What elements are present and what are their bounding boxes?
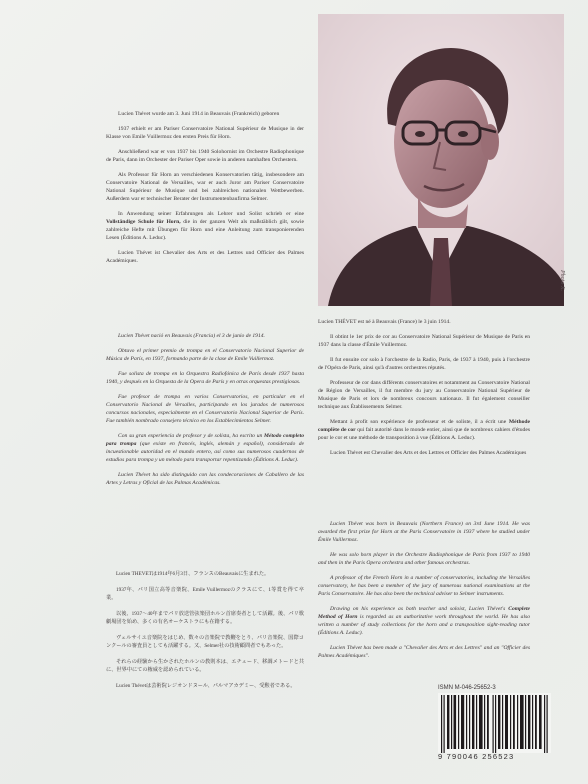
german-paragraph: 1937 erhielt er am Pariser Conservatoire National Supérieur de Musique in der Klasse von Emile Vuillermoz den ersten Preis für Horn. <box>106 126 304 140</box>
german-paragraph: In Anwendung seiner Erfahrungen als Lehrer und Solist schrieb er eine Vollständige Schule für Horn, die in der ganzen Welt als maßstäblich gilt, sowie zahlreiche Hefte mit Übungen für Horn und eine Anleitung zum transponierenden Lesen (Éditions A. Leduc). <box>106 211 304 241</box>
german-biography <box>106 110 304 272</box>
english-paragraph: Drawing on his experience as both teacher and soloist, Lucien Thévet's Complete Method of Horn is regarded as an authoritative work throughout the world. He has also written a number of study collections for the horn and a transposition sight-reading tutor (Éditions A. Leduc). <box>318 606 530 636</box>
japanese-biography <box>106 570 304 698</box>
french-intro: Lucien THÉVET est né à Beauvais (France) le 3 juin 1914. <box>318 319 451 325</box>
german-paragraph: Lucien Thévet wurde am 3. Juni 1914 in Beauvais (Frankreich) geboren <box>118 111 280 117</box>
french-paragraph: Lucien Thévet est Chevalier des Arts et des Lettres et Officier des Palmes Académiques <box>330 450 527 456</box>
spanish-paragraph: Con su gran experiencia de profesor y de solista, ha escrito un Método completo para trompa (que existe en francés, inglés, alemán y español), considerado de incuestionable autoridad en el mundo entero, así como sus numerosos cuadernos de estudios para trompa y un método para transportar repentizando (Éditions A. Leduc). <box>106 433 304 463</box>
barcode-number: 9 790046 256523 <box>438 752 515 761</box>
french-paragraph: Il fut ensuite cor solo à l'orchestre de la Radio, Paris, de 1937 à 1940, puis à l'orchestre de l'Opéra de Paris, ainsi qu'à d'autres orchestres réputés. <box>318 357 530 371</box>
spanish-paragraph: Fue solista de trompa en la Orquestra Radiofónica de París desde 1937 hasta 1940, y después en la Orquesta de la Opera de París y en otras orquestas prestigiosas. <box>106 371 304 385</box>
spanish-paragraph: Obtuvo el primer premio de trompa en el Conservatorio Nacional Superior de Música de París, en 1937, formando parte de la clase de Emile Vuillermoz. <box>106 348 304 362</box>
japanese-paragraph: Lucien THEVETは1914年6月3日、フランスのBeauvaisに生まれた。 <box>116 571 270 577</box>
method-title: Vollständige Schule für Horn, <box>106 219 181 225</box>
method-title: Método completo para trompa <box>106 433 304 447</box>
french-paragraph: Mettant à profit son expérience de professeur et de soliste, il a écrit une Méthode complète de cor qui fait autorité dans le monde entier, ainsi que de nombreux cahiers d'études pour le cor et une méthode de transposition à vue (Éditions A. Leduc). <box>318 419 530 441</box>
spanish-paragraph: Lucien Thévet ha sido distinguido con las condecoraciones de Caballero de las Artes y Letras y Oficial de las Palmas Académicas. <box>106 472 304 486</box>
english-paragraph: A professor of the French Horn in a number of conservatories, including the Versailles conservatory, he has been a member of the jury of numerous national examinations at the Paris Conservatoire. He has also been the technical adviser to Selmer instruments. <box>318 575 530 597</box>
method-title: Méthode complète de cor <box>318 419 530 433</box>
english-paragraph: Lucien Thévet was born in Beauvais (Northern France) on 3rd June 1914. He was awarded the first prize for Horn at the Paris Conservatoire in 1937 where he studied under Émile Vuillermoz. <box>318 521 530 543</box>
japanese-paragraph: それらの経験から生かされたホルンの教則本は、エチュード、移調メトードと共に、世界中にての権威を認められている。 <box>106 659 304 673</box>
photo-credit: Photo X. <box>559 270 565 291</box>
french-paragraph: Il obtint le 1er prix de cor au Conservatoire National Supérieur de Musique de Paris en 1937 dans la classe d'Émile Vuillermoz. <box>318 334 530 348</box>
german-paragraph: Anschließend war er von 1937 bis 1940 Solohornist im Orchestre Radiophonique de Paris, dann im Orchester der Pariser Oper sowie in anderen namhaften Orchestern. <box>106 149 304 163</box>
german-paragraph: Lucien Thévet ist Chevalier des Arts et des Lettres und Officier des Palmes Académiques. <box>106 250 304 264</box>
method-title: Complete Method of Horn <box>318 606 530 620</box>
english-paragraph: Lucien Thévet has been made a "Chevalier des Arts et des Lettres" and an "Officier des Palmes Académiques". <box>318 645 530 659</box>
japanese-paragraph: ヴェルサイユ音楽院をはじめ、数々の音楽院で教鞭をとり、パリ音楽院、国際コンクールの審査員としても活躍する。又、Selmer社の技術顧問者でもあった。 <box>106 635 304 649</box>
spanish-biography <box>106 332 304 494</box>
german-paragraph: Als Professor für Horn an verschiedenen Konservatorien tätig, insbesondere am Conservatoire National de Versailles, war er auch Juror am Pariser Conservatoire National Supérieur de Musique und bei zahlreichen nationalen Wettbewerben. Außerdem war er technischer Berater der Instrumentenbaufirma Selmer. <box>106 172 304 202</box>
barcode-image <box>438 693 551 753</box>
english-biography <box>318 520 530 667</box>
spanish-paragraph: Lucien Thévet nació en Beauvais (Francia) el 3 de junio de 1914. <box>118 333 265 339</box>
english-paragraph: He was solo horn player in the Orchestre Radiophonique de Paris from 1937 to 1940 and then in the Paris Opera orchestra and other famous orchestras. <box>318 552 530 566</box>
spanish-paragraph: Fue profesor de trompa en varios Conservatorios, en particular en el Conservatorio Nacional de Versalles, participando en los jurados de numerosos concursos nacionales, especialmente en el Conservatorio Nacional Superior de París. Fue también nombrado consejero técnico en los Establecimientos Selmer. <box>106 394 304 424</box>
french-paragraph: Professeur de cor dans différents conservatoires et notamment au Conservatoire National de Région de Versailles, il fut membre du jury au Conservatoire National Supérieur de Musique de Paris et lors de nombreux concours nationaux. Il fut également conseiller technique aux Établissements Selmer. <box>318 380 530 410</box>
portrait-photo <box>318 14 564 306</box>
japanese-paragraph: 1937年、パリ国立高等音楽院、Emile Vuillermozのクラスにて、1等賞を得て卒業。 <box>106 587 304 601</box>
japanese-paragraph: 以後、1937〜40年までパリ放送管弦楽団ホルン首席奏者として活躍。後、パリ歌劇場団を始め、多くの有名オーケストラにも在籍する。 <box>106 611 304 625</box>
french-biography <box>318 318 530 464</box>
portrait-illustration <box>318 14 564 306</box>
japanese-paragraph: Lucien Thévetは芸術院レジオンドヌール、パルマアカデミー、受勲者である。 <box>116 683 296 689</box>
isbn-label: ISMN M-046-25652-3 <box>438 685 496 691</box>
